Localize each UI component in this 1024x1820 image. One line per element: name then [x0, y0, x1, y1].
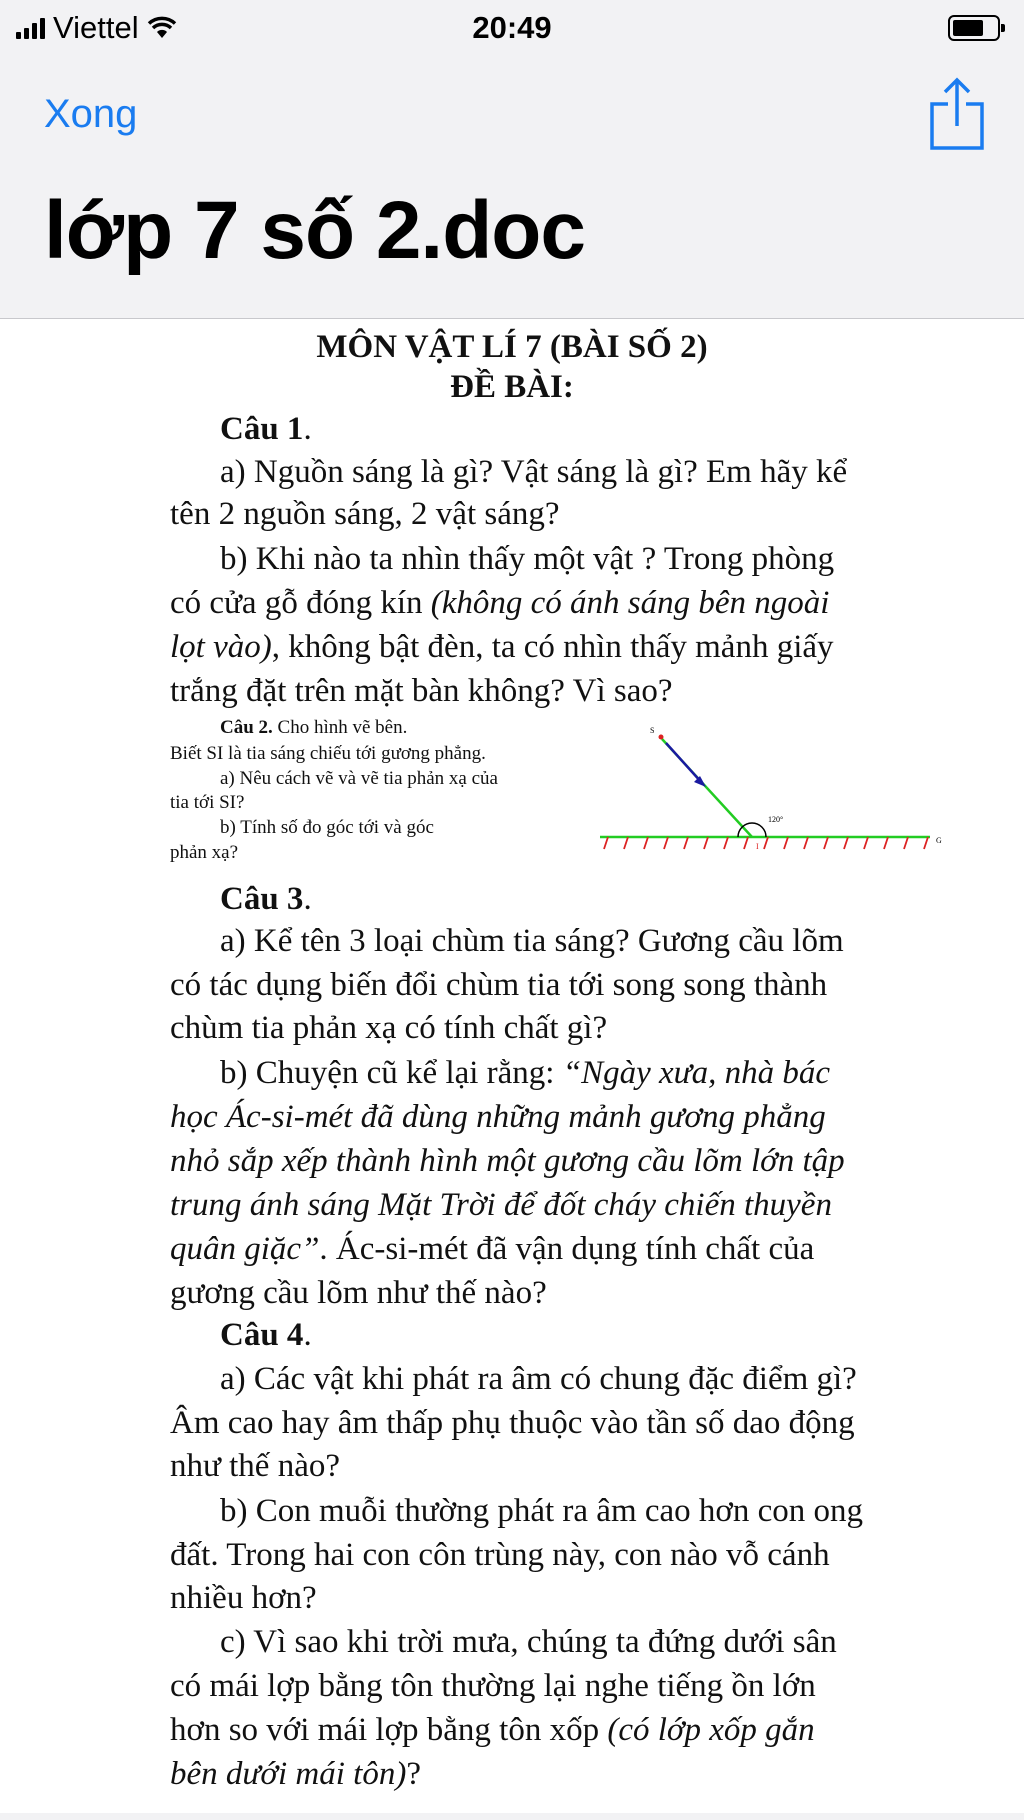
- text-line: bên dưới mái tôn)?: [170, 1756, 421, 1792]
- text-line: gương cầu lõm như thế nào?: [170, 1275, 547, 1311]
- battery-icon: [948, 15, 1000, 41]
- ray-arrow-segment: [666, 743, 702, 783]
- text-line: học Ác-si-mét đã dùng những mảnh gương phẳng: [170, 1099, 826, 1135]
- text-line: đất. Trong hai con côn trùng này, con nào vỗ cánh: [170, 1537, 830, 1573]
- text-line: có tác dụng biến đổi chùm tia tới song song thành: [170, 967, 828, 1003]
- text-line: nhiều hơn?: [170, 1580, 317, 1616]
- text-line: tia tới SI?: [170, 792, 245, 813]
- text-line: c) Vì sao khi trời mưa, chúng ta đứng dưới sân: [220, 1624, 837, 1660]
- text-line: b) Con muỗi thường phát ra âm cao hơn con ong: [220, 1493, 864, 1529]
- doc-heading: MÔN VẬT LÍ 7 (BÀI SỐ 2): [316, 329, 708, 365]
- document-content: [0, 319, 1024, 1820]
- text-line: lọt vào), không bật đèn, ta có nhìn thấy mảnh giấy: [170, 629, 834, 665]
- text-line: b) Khi nào ta nhìn thấy một vật ? Trong phòng: [220, 541, 835, 577]
- question-1-label: Câu 1.: [220, 411, 312, 447]
- doc-subheading: ĐỀ BÀI:: [450, 369, 574, 405]
- question-4-label: Câu 4.: [220, 1317, 312, 1353]
- mirror-diagram: [590, 709, 970, 889]
- text-line: Biết SI là tia sáng chiếu tới gương phẳng.: [170, 743, 486, 764]
- bottom-divider: [0, 1813, 1024, 1820]
- mirror-hatching: [604, 837, 928, 849]
- status-bar: [0, 0, 1024, 56]
- text-line: chùm tia phản xạ có tính chất gì?: [170, 1010, 608, 1046]
- text-line: a) Nguồn sáng là gì? Vật sáng là gì? Em hãy kể: [220, 454, 848, 490]
- question-3-label: Câu 3.: [220, 881, 312, 917]
- label-i: I: [756, 842, 759, 851]
- question-2-label: Câu 2. Cho hình vẽ bên.: [220, 717, 408, 738]
- label-angle: 120°: [768, 815, 784, 824]
- text-line: b) Chuyện cũ kể lại rằng: “Ngày xưa, nhà bác: [220, 1055, 831, 1091]
- status-time: 20:49: [472, 10, 552, 45]
- text-line: trắng đặt trên mặt bàn không? Vì sao?: [170, 673, 673, 709]
- text-line: b) Tính số đo góc tới và góc: [220, 817, 434, 838]
- text-line: a) Kể tên 3 loại chùm tia sáng? Gương cầu lõm: [220, 923, 844, 959]
- text-line: a) Nêu cách vẽ và vẽ tia phản xạ của: [220, 768, 498, 789]
- text-line: Âm cao hay âm thấp phụ thuộc vào tần số dao động: [170, 1405, 855, 1441]
- point-s: [659, 735, 664, 740]
- text-line: có mái lợp bằng tôn thường lại nghe tiếng ồn lớn: [170, 1668, 816, 1704]
- text-line: hơn so với mái lợp bằng tôn xốp (có lớp xốp gắn: [170, 1712, 815, 1748]
- label-s: S: [650, 726, 655, 735]
- text-line: phản xạ?: [170, 842, 239, 863]
- page-title: lớp 7 số 2.doc: [44, 185, 585, 276]
- text-line: có cửa gỗ đóng kín (không có ánh sáng bên ngoài: [170, 585, 830, 621]
- text-line: quân giặc”. Ác-si-mét đã vận dụng tính chất của: [170, 1231, 815, 1267]
- done-button[interactable]: Xong: [44, 92, 138, 136]
- text-line: a) Các vật khi phát ra âm có chung đặc điểm gì?: [220, 1361, 857, 1397]
- text-line: như thế nào?: [170, 1448, 340, 1484]
- text-line: tên 2 nguồn sáng, 2 vật sáng?: [170, 496, 560, 532]
- carrier-name: Viettel: [53, 10, 139, 45]
- label-g: G: [936, 836, 942, 845]
- nav-bar: [0, 56, 1024, 319]
- share-icon[interactable]: [928, 74, 986, 152]
- text-line: nhỏ sắp xếp thành hình một gương cầu lõm lớn tập: [170, 1143, 845, 1179]
- text-line: trung ánh sáng Mặt Trời để đốt cháy chiến thuyền: [170, 1187, 832, 1223]
